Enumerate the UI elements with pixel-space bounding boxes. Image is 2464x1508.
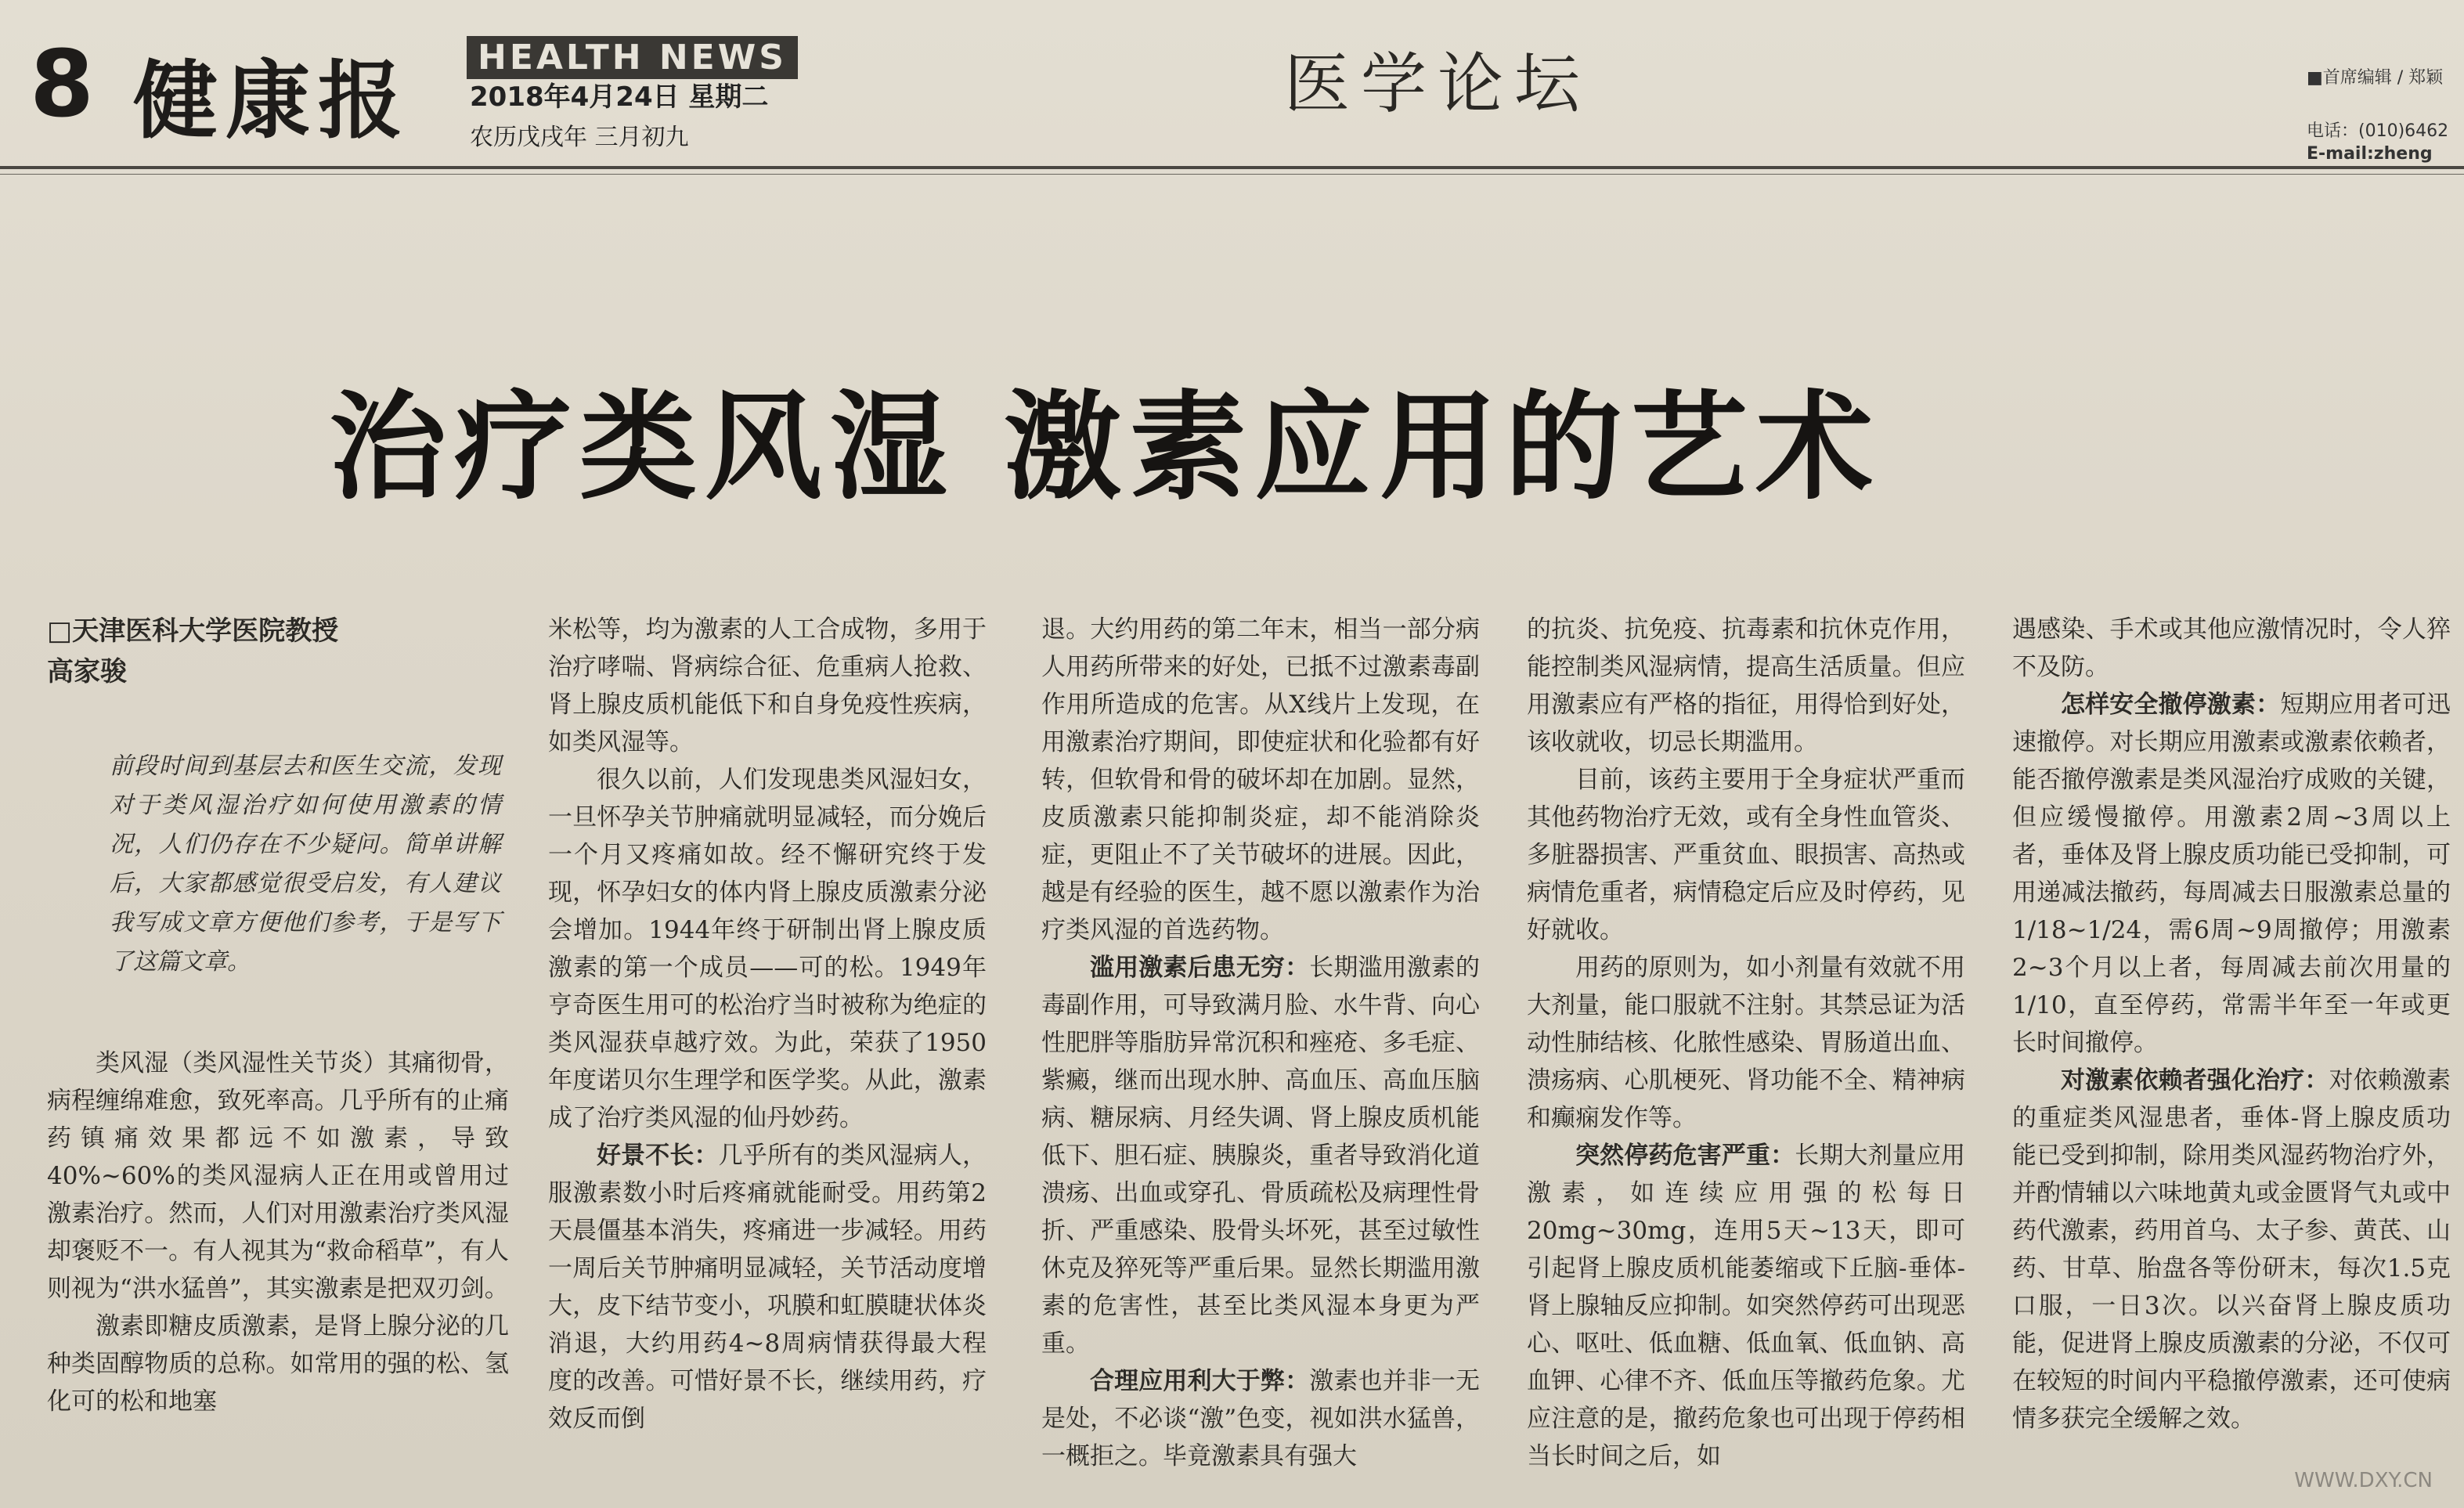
subheading: 突然停药危害严重：: [1575, 1142, 1795, 1170]
site-watermark: WWW.DXY.CN: [2294, 1469, 2433, 1492]
subsection-paragraph: [1041, 1362, 1480, 1475]
article-lead: 前段时间到基层去和医生交流，发现对于类风湿治疗如何使用激素的情况，人们仍存在不少疑问。简单讲解后，大家都感觉很受启发，有人建议我写成文章方便他们参考，于是写下了这篇文章。: [110, 752, 501, 976]
paper-name: 健康报: [133, 52, 411, 150]
paragraph-text: 几乎所有的类风湿病人，服激素数小时后疼痛就能耐受。用药第2天晨僵基本消失，疼痛进一步减轻。用药一周后关节肿痛明显减轻，关节活动度增大，皮下结节变小，巩膜和虹膜睫状体炎消退，大约用药4~8周病情获得最大程度的改善。可惜好景不长，继续用药，疗效反而倒: [548, 1142, 987, 1433]
article-column-2: [548, 611, 987, 1438]
paragraph-text: 对依赖激素的重症类风湿患者，垂体-肾上腺皮质功能已受到抑制，除用类风湿药物治疗外，并酌情辅以六味地黄丸或金匮肾气丸或中药代激素，药用首乌、太子参、黄芪、山药、甘草、胎盘各等份研末，每次1.5克口服，一日3次。以兴奋肾上腺皮质功能，促进肾上腺皮质激素的分泌，不仅可在较短的时间内平稳撤停激素，还可使病情多获完全缓解之效。: [2012, 1066, 2451, 1433]
contact-phone: 电话：(010)6462: [2307, 121, 2449, 141]
paragraph-text: 激素也并非一无是处，不必谈“激”色变，视如洪水猛兽，一概拒之。毕竟激素具有强大: [1041, 1367, 1481, 1470]
subsection-paragraph: [1527, 1137, 1965, 1475]
subheading: 怎样安全撤停激素：: [2061, 691, 2281, 719]
masthead-rule: [0, 166, 2464, 169]
subsection-paragraph: [1041, 949, 1480, 1362]
contact-email: E-mail:zheng: [2307, 144, 2433, 164]
paragraph-text: 短期应用者可迅速撤停。对长期应用激素或激素依赖者，能否撤停激素是类风湿治疗成败的关键，但应缓慢撤停。用激素2周~3周以上者，垂体及肾上腺皮质功能已受抑制，可用递减法撤药，每周减去日服激素总量的1/18~1/24，需6周~9周撤停；用激素2~3个月以上者，每周减去前次用量的1/10，直至停药，常需半年至一年或更长时间撤停。: [2012, 691, 2451, 1057]
page-number: 8: [30, 30, 95, 138]
subsection-paragraph: [2012, 686, 2451, 1062]
article-column-4: [1527, 611, 1965, 1475]
subheading: 好景不长：: [597, 1142, 719, 1170]
issue-date: 2018年4月24日 星期二: [470, 81, 769, 113]
paragraph: 目前，该药主要用于全身症状严重而其他药物治疗无效，或有全身性血管炎、多脏器损害、严重贫血、眼损害、高热或病情危重者，病情稳定后应及时停药，见好就收。: [1527, 766, 1965, 944]
paragraph-text: 长期滥用激素的毒副作用，可导致满月脸、水牛背、向心性肥胖等脂肪异常沉积和痤疮、多毛症、紫癜，继而出现水肿、高血压、高血压脑病、糖尿病、月经失调、肾上腺皮质机能低下、胆石症、胰腺炎，重者导致消化道溃疡、出血或穿孔、骨质疏松及病理性骨折、严重感染、股骨头坏死，甚至过敏性休克及猝死等严重后果。显然长期滥用激素的危害性，甚至比类风湿本身更为严重。: [1041, 954, 1481, 1358]
paragraph: 类风湿（类风湿性关节炎）其痛彻骨，病程缠绵难愈，致死率高。几乎所有的止痛药镇痛效果都远不如激素，导致40%~60%的类风湿病人正在用或曾用过激素治疗。然而，人们对用激素治疗类风湿却褒贬不一。有人视其为“救命稻草”，有人则视为“洪水猛兽”，其实激素是把双刃剑。: [47, 1049, 509, 1303]
subheading: 滥用激素后患无穷：: [1090, 954, 1310, 982]
chief-editor: ■首席编辑 / 郑颖: [2307, 68, 2444, 88]
byline: □天津医科大学医院教授: [47, 615, 339, 647]
paragraph-text: 长期大剂量应用激素，如连续应用强的松每日20mg~30mg，连用5天~13天，即可引起肾上腺皮质机能萎缩或下丘脑-垂体-肾上腺轴反应抑制。如突然停药可出现恶心、呕吐、低血糖、低血氧、低血钠、高血钾、心律不齐、低血压等撤药危象。尤应注意的是，撤药危象也可出现于停药相当长时间之后，如: [1527, 1142, 1966, 1470]
masthead-rule-thin: [0, 174, 2464, 175]
subheading: 合理应用利大于弊：: [1090, 1367, 1310, 1395]
author-name: 高家骏: [47, 656, 127, 687]
article-column-5: [2012, 611, 2451, 1438]
paragraph: 遇感染、手术或其他应激情况时，令人猝不及防。: [2012, 615, 2451, 681]
paragraph: 激素即糖皮质激素，是肾上腺分泌的几种类固醇物质的总称。如常用的强的松、氢化可的松和地塞: [47, 1312, 509, 1416]
lunar-date: 农历戊戌年 三月初九: [470, 124, 689, 151]
paragraph: 的抗炎、抗免疫、抗毒素和抗休克作用，能控制类风湿病情，提高生活质量。但应用激素应有严格的指征，用得恰到好处，该收就收，切忌长期滥用。: [1527, 615, 1965, 756]
subheading: 对激素依赖者强化治疗：: [2061, 1066, 2329, 1095]
subsection-paragraph: [2012, 1062, 2451, 1438]
article-column-3: [1041, 611, 1480, 1475]
paragraph: 退。大约用药的第二年末，相当一部分病人用药所带来的好处，已抵不过激素毒副作用所造成的危害。从X线片上发现，在用激素治疗期间，即使症状和化验都有好转，但软骨和骨的破坏却在加剧。显然，皮质激素只能抑制炎症，却不能消除炎症，更阻止不了关节破坏的进展。因此，越是有经验的医生，越不愿以激素作为治疗类风湿的首选药物。: [1041, 615, 1480, 944]
paragraph: 米松等，均为激素的人工合成物，多用于治疗哮喘、肾病综合征、危重病人抢救、肾上腺皮质机能低下和自身免疫性疾病，如类风湿等。: [548, 615, 987, 756]
article-headline: 治疗类风湿 激素应用的艺术: [329, 380, 1881, 516]
subsection-paragraph: [548, 1137, 987, 1438]
section-title: 医学论坛: [1284, 45, 1592, 122]
paragraph: 用药的原则为，如小剂量有效就不用大剂量，能口服就不注射。其禁忌证为活动性肺结核、化脓性感染、胃肠道出血、溃疡病、心肌梗死、肾功能不全、精神病和癫痫发作等。: [1527, 954, 1965, 1132]
paragraph: 很久以前，人们发现患类风湿妇女，一旦怀孕关节肿痛就明显减轻，而分娩后一个月又疼痛如故。经不懈研究终于发现，怀孕妇女的体内肾上腺皮质激素分泌会增加。1944年终于研制出肾上腺皮质激素的第一个成员——可的松。1949年亨奇医生用可的松治疗当时被称为绝症的类风湿获卓越疗效。为此，荣获了1950年度诺贝尔生理学和医学奖。从此，激素成了治疗类风湿的仙丹妙药。: [548, 766, 987, 1132]
article-column-1: [47, 611, 509, 1420]
english-masthead: HEALTH NEWS: [467, 36, 798, 79]
